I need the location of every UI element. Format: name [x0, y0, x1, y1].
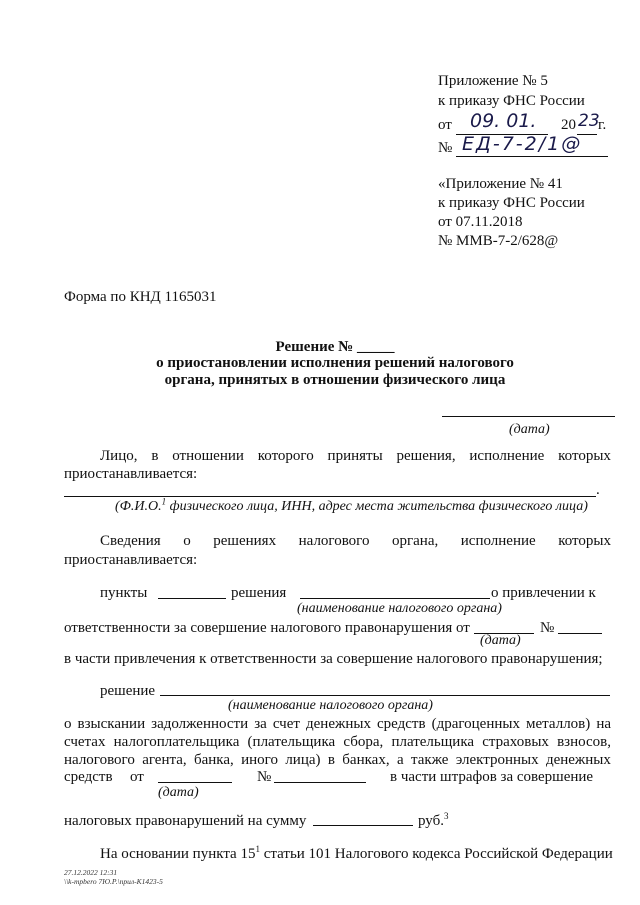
recovery-line2: счетах налогоплательщика (плательщика сбора, плательщика страховых взносов, — [64, 734, 611, 750]
prev-appendix-line1: «Приложение № 41 — [438, 176, 563, 192]
fines-text: в части штрафов за совершение — [390, 769, 594, 785]
liability-date-caption: (дата) — [480, 633, 521, 648]
decisions-paragraph-line2: приостанавливается: — [64, 552, 198, 568]
liability-number-field — [558, 633, 602, 634]
offenses-text: налоговых правонарушений на сумму — [64, 813, 307, 829]
number-prefix: № — [438, 140, 453, 156]
points-field — [158, 598, 226, 599]
title-line3: органа, принятых в отношении физического лица — [164, 372, 506, 388]
basis-text: На основании пункта $15^1$ статьи 101 Налогового кодекса Российской Федерации — [100, 844, 613, 862]
liability-number-sign: № — [540, 620, 555, 636]
year-suffix: г. — [598, 117, 607, 133]
funds-label: средств — [64, 769, 113, 785]
funds-date-caption: (дата) — [158, 785, 199, 800]
title-decision-number: Решение № _____ — [275, 339, 395, 355]
about-label: о привлечении к — [491, 585, 596, 601]
recovery-line3: налогового агента, банка, иного лица) в банках, а также электронных денежных — [64, 752, 611, 768]
footer-file-path: \\k-mpbero 7Ю.Р.\прил-К1423-5 — [64, 877, 163, 886]
funds-number-sign: № — [257, 769, 272, 785]
decision2-label: решение — [100, 683, 156, 699]
order-reference: к приказу ФНС России — [438, 93, 585, 109]
prev-appendix-line2: к приказу ФНС России — [438, 195, 585, 211]
person-paragraph-line2: приостанавливается: — [64, 466, 198, 482]
points-label: пункты — [100, 585, 148, 601]
handwritten-year: 23 — [578, 111, 600, 131]
decisions-paragraph-line1: Сведения о решениях налогового органа, исполнение которых — [100, 533, 611, 549]
appendix-number: Приложение № 5 — [438, 73, 548, 89]
recovery-line1: о взыскании задолженности за счет денежных средств (драгоценных металлов) на — [64, 716, 611, 732]
part-text: в части привлечения к ответственности за совершение налогового правонарушения; — [64, 651, 603, 667]
handwritten-number: ЕД-7-2/1@ — [462, 133, 583, 155]
number-underline — [456, 156, 608, 157]
person-info-dot: . — [596, 482, 600, 498]
tax-authority-caption-2: (наименование налогового органа) — [228, 698, 433, 713]
funds-number-field — [274, 782, 366, 783]
amount-field — [313, 825, 413, 826]
date-prefix: от — [438, 117, 452, 133]
tax-authority-field — [300, 598, 490, 599]
decision-date-line — [442, 416, 615, 417]
tax-authority-field-2 — [160, 695, 610, 696]
footer-timestamp: 27.12.2022 12:31 — [64, 868, 118, 877]
year-prefix: 20 — [561, 117, 576, 133]
title-line2: о приостановлении исполнения решений налогового — [156, 355, 514, 371]
prev-appendix-line4: № ММВ-7-2/628@ — [438, 233, 559, 249]
tax-authority-caption: (наименование налогового органа) — [297, 601, 502, 616]
person-paragraph-line1: Лицо, в отношении которого приняты решения, исполнение которых — [100, 448, 611, 464]
person-info-field — [64, 496, 596, 497]
rub-text: руб.$^3$ — [418, 811, 449, 829]
handwritten-date: 09. 01. — [470, 110, 537, 132]
person-info-caption: (Ф.И.О.$^1$ физического лица, ИНН, адрес места жительства физического лица) — [115, 496, 588, 514]
funds-from-label: от — [130, 769, 144, 785]
prev-appendix-line3: от 07.11.2018 — [438, 214, 523, 230]
decision-label: решения — [231, 585, 287, 601]
liability-text: ответственности за совершение налогового правонарушения от — [64, 620, 470, 636]
form-code: Форма по КНД 1165031 — [64, 289, 217, 305]
decision-date-caption: (дата) — [509, 422, 550, 437]
funds-date-field — [158, 782, 232, 783]
